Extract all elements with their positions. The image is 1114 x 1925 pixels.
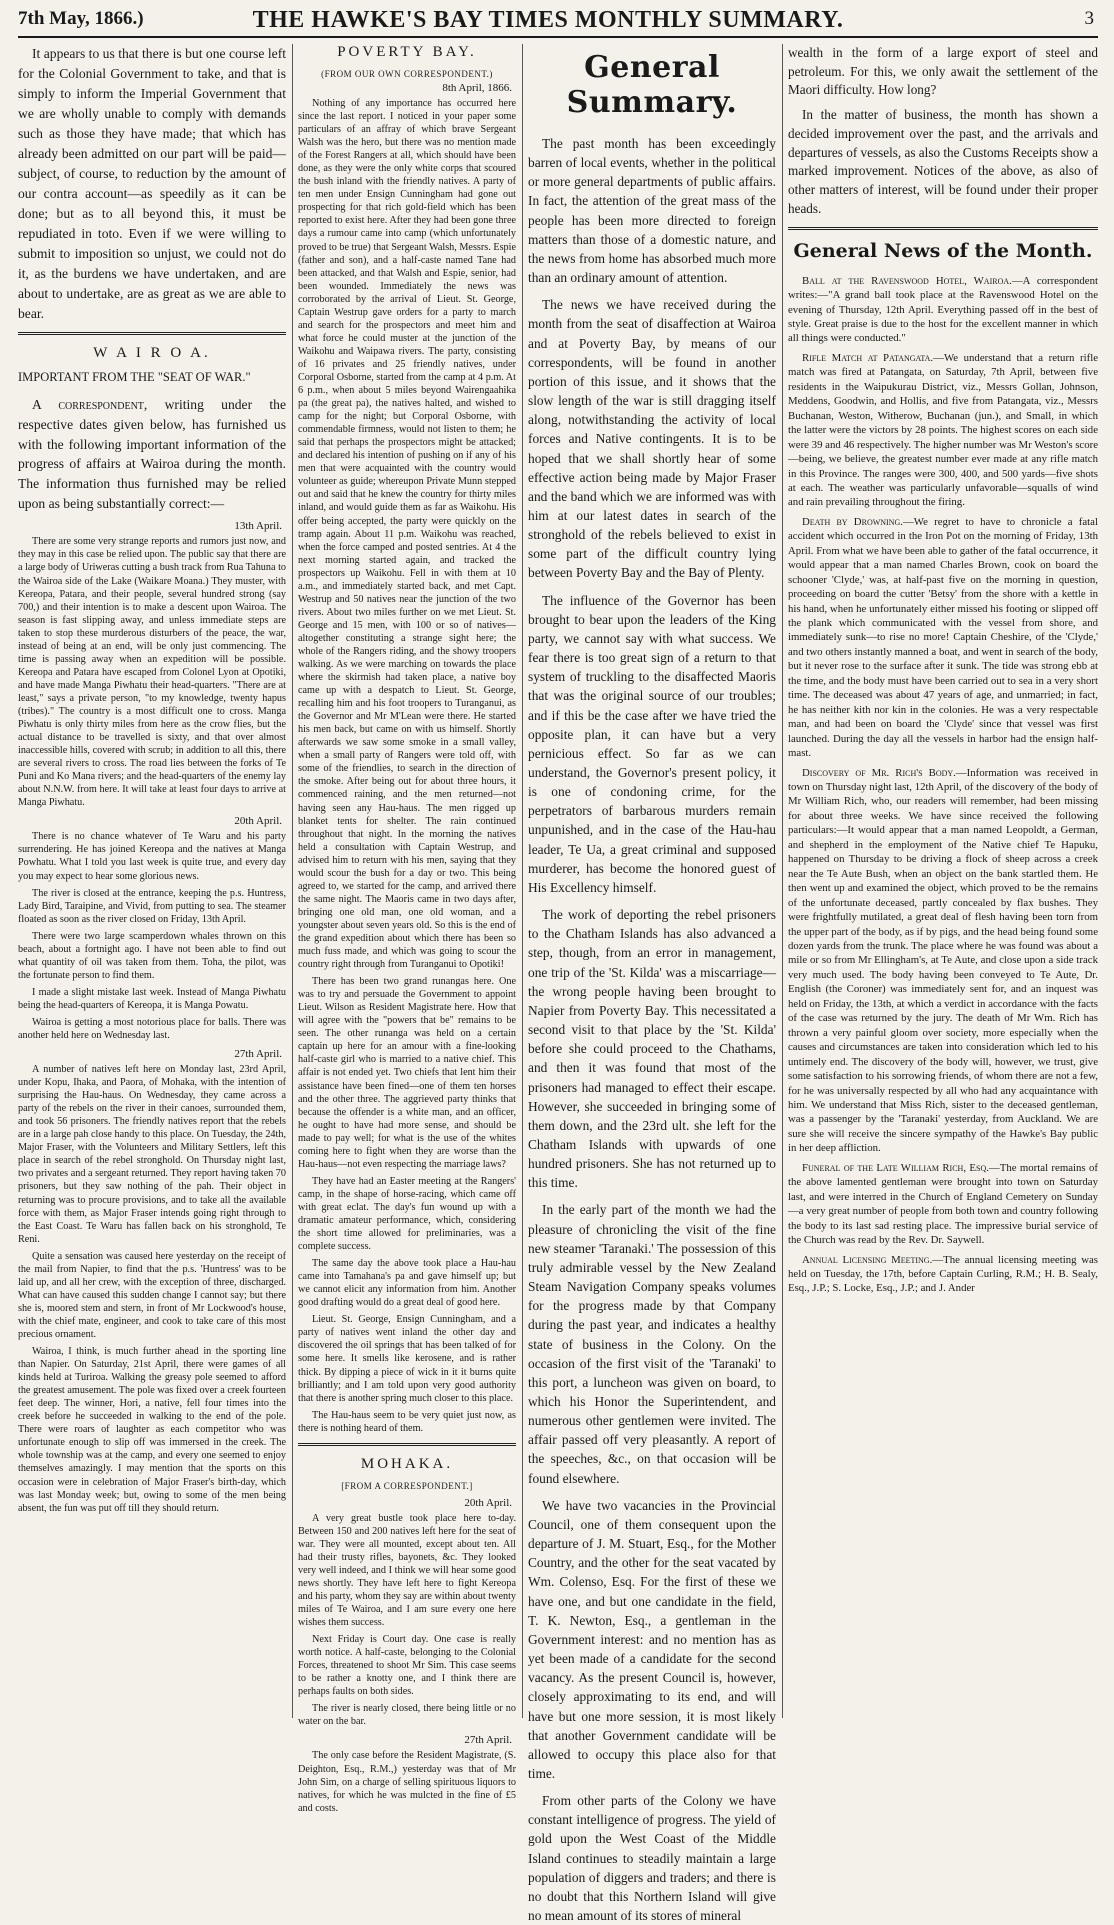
summary-paragraph: From other parts of the Colony we have constant intelligence of progress. The yield of gold upon the West Coast of the Middle Island continues to steadily maintain a large population of diggers and traders; and there is no doubt that this Northern Island will give no mean amount of its stores of mineral <box>528 1793 776 1924</box>
report-paragraph: There are some very strange reports and rumors just now, and they may in this case be relied upon. The public say that there are a large body of Uriweras cutting a bush track from Rua Tahuna to the Wairoa side of the Lake (Waikare Moana.) They muster, with Kereopa, Patara, and their people, several hundred strong (say 700,) and their intention is to make a descent upon Wairoa. The season is fast slipping away, and unless immediate steps are taken to stop these murderous disturbers of the peace, the war, instead of being at an end, will be only just commencing. The time is passing away when an expedition will be possible. Kereopa and Patara have escaped from Colonel Lyon at Opotiki, and have made Manga Piwhatu their head-quarters. "There are at least," says a private person, "to my knowledge, twenty hapus (tribes)." The country is a most difficult one to cross. Manga Piwhatu is only thirty miles from here as the crow flies, but the actual distance to be travelled is sixty, and that over almost inaccessible hills, covered with scrub; in addition to all this, there are several rivers to cross. The road lies between the forks of Te Puni and Ko Mana rivers; and the head-quarters of the enemy lay about N.N.W. from here. It will take at least four days to arrive at Manga Piwhatu. <box>18 536 286 809</box>
paper-title: THE HAWKE'S BAY TIMES MONTHLY SUMMARY. <box>252 7 844 33</box>
news-item-text: —A correspondent writes:—"A grand ball took place at the Ravenswood Hotel on the evening of Thursday, 12th April. Everything passed off in the best of style. Great praise is due to the host for the excellent manner in which all things were conducted." <box>788 274 1098 345</box>
report-paragraph: The only case before the Resident Magistrate, (S. Deighton, Esq., R.M.,) yesterday was that of Mr John Sim, on a charge of selling spirituous liquors to natives, for which he was mulcted in the fine of £5 and costs. <box>298 1750 516 1814</box>
correspondent-line: (FROM OUR OWN CORRESPONDENT.) <box>321 69 493 79</box>
news-item <box>788 515 1098 761</box>
issue-date: 7th May, 1866.) <box>18 8 144 29</box>
column-2 <box>298 44 516 1814</box>
section-title-poverty-bay: POVERTY BAY. <box>337 44 477 60</box>
column-rule <box>522 44 523 1718</box>
news-item-head: Death by Drowning. <box>802 515 903 528</box>
report-paragraph: The same day the above took place a Hau-hau came into Tamahana's pa and gave himself up; but we cannot elicit any information from him. Another good drafting would do a great deal of good here. <box>298 1258 516 1309</box>
correspondent-line: [FROM A CORRESPONDENT.] <box>341 1480 473 1491</box>
report-paragraph: There were two large scamperdown whales thrown on this beach, about a fortnight ago. I have not been able to find out what quantity of oil was taken from them. Toha, the pilot, was the fortunate person to find them. <box>18 930 286 981</box>
dateline: 20th April. <box>464 1496 512 1509</box>
editorial-paragraph: It appears to us that there is but one course left for the Colonial Government to take, and that is simply to inform the Imperial Government that we are wholly unable to comply with demands such as those they have made; that which has already been admitted on our part will be paid—subject, of course, to reduction by the amount of our contra account—as speedily as it can be done; but as to all beyond this, it must be repudiated in toto. Even if we were willing to submit to imposition so unjust, we could not do it, as the burdens we have undertaken, and are about to undertake, are as great as we are able to bear. <box>18 46 286 321</box>
news-item-head: Discovery of Mr. Rich's Body. <box>802 766 956 779</box>
news-item-head: Rifle Match at Patangata. <box>802 351 934 364</box>
intro-smallcaps: A correspondent, <box>32 396 148 412</box>
news-item <box>788 274 1098 346</box>
news-item-text: —We regret to have to chronicle a fatal accident which occurred in the Iron Pot on the morning of Friday, 13th April. From what we have been able to gather of the fatal occurrence, it would appear that a man named Charles Brown, cook on board the schooner 'Clyde,' was, at half-past five on the morning in question, proceeding on board the cutter 'Betsy' from the shore with a kettle in his hand, when he unfortunately either missed his footing or slipped off the plank which communicated with the vessel from shore, and immediately sunk—to rise no more! Captain Cheshire, of the 'Clyde,' and two others instantly manned a boat, and went in search of the body, but it never rose to the surface after it sunk. The tide was strong ebb at the time, and the body must have been carried out to sea in a very short time. The deceased was about 47 years of age, and unmarried; in fact, he has neither kith nor kin in the colonies. He was a very respectable man, and had been on board the 'Clyde' since that vessel was first launched. During the day all the vessels in harbor had the ensign half-mast. <box>788 515 1098 760</box>
column-3 <box>528 44 776 1924</box>
summary-paragraph: The work of deporting the rebel prisoners to the Chatham Islands has also advanced a step, though, from an error in management, one trip of the 'St. Kilda' was a miscarriage—the wrong people having been brought to Napier from Poverty Bay. This necessitated a second visit to that place by the 'St. Kilda' before she could proceed to the Chathams, and then it was found that most of the prisoners had managed to effect their escape. However, she succeeded in bringing some of them down, and the 23rd ult. she left for the Chatham Islands with upwards of one hundred prisoners. She has not returned up to this time. <box>528 907 776 1191</box>
column-1 <box>18 44 286 1718</box>
dateline: 27th April. <box>464 1734 512 1747</box>
report-paragraph: A very great bustle took place here to-day. Between 150 and 200 natives left here for the seat of war. They were all mounted, except about ten. All had their trusty rifles, bayonets, &c. They looked very well indeed, and I think we will hear some good news shortly. They have left here to fight Kereopa and his party, whom they say are within about twenty miles of Te Wairoa, and I am sure every one here wishes them success. <box>298 1512 516 1629</box>
summary-paragraph: We have two vacancies in the Provincial Council, one of them consequent upon the departure of J. M. Stuart, Esq., for the Mother Country, and the other for the seat vacated by Wm. Colenso, Esq. For the first of these we have one, and but one candidate in the field, T. K. Newton, Esq., a gentleman in the Government interest: and no mention has as yet been made of a candidate for the second vacancy. As the present Council is, however, closely approximating to its end, and will have but one more session, it is most likely that another Government candidate will be allowed to occupy this place also for that time. <box>528 1497 776 1781</box>
news-item <box>788 1161 1098 1248</box>
report-paragraph: Wairoa is getting a most notorious place for balls. There was another held here on Wednesday last. <box>18 1016 286 1042</box>
summary-paragraph: The past month has been exceedingly barren of local events, whether in the political or more general departments of public affairs. In fact, the attention of the great mass of the people has been more directed to foreign matters than those of a domestic nature, and the news from home has absorbed much more than an ordinary amount of attention. <box>528 136 776 286</box>
general-summary-heading: General Summary. <box>566 50 738 120</box>
report-paragraph: Wairoa, I think, is much further ahead in the sporting line than Napier. On Saturday, 21st April, there were games of all kinds held at Turiroa. Walking the greasy pole seemed to afford the greatest amusement. The pole was fixed over a creek fourteen feet deep. The winner, Hori, a native, fell four times into the creek before he succeeded in walking to the end of the pole. There were roars of laughter as each competitor who was unfortunate enough to slip off was immersed in the creek. The whole township was at the camp, and every one seemed to enjoy themselves amazingly. I may mention that the sports on this occasion were in celebration of Major Fraser's birth-day, which was last Monday week; but, owing to some of the men being absent, the fun was put off till they should return. <box>18 1346 286 1514</box>
news-item-text: —The annual licensing meeting was held on Tuesday, the 17th, before Captain Curling, R.M.; H. B. Sealy, Esq., J.P.; S. Locke, Esq., J.P.; and J. Ander <box>788 1253 1098 1295</box>
column-rule <box>292 44 293 1718</box>
section-subtitle: IMPORTANT FROM THE "SEAT OF WAR." <box>18 369 251 384</box>
news-item-text: —Information was received in town on Thursday night last, 12th April, of the discovery of the body of Mr William Rich, who, our readers will remember, had been missing for about three weeks. We have since received the following particulars:—It would appear that a man named Leopoldt, a German, and shepherd in the employment of the Native chief Te Hapuku, happened on Thursday to be driving a flock of sheep across a creek near the Te Aute Bush, when an object on the bank startled them. He then went up and examined the object, which proved to be the remains of the unfortunate deceased, partly concealed by flax bushes. They were frightfully mutilated, a great deal of flesh having been torn from the upper part of the body, as if by pigs, and the head being found some dozen yards from the trunk. The place where he was found was about a mile or so from Mr Ellingham's, at Te Aute, and close upon a side track very much used. The body having been conveyed to Te Aute, Dr. English (the Coroner) was immediately sent for, and an inquest was held on Friday, the 13th, at which a verdict in accordance with the facts of the case was returned by the jury. The death of Mr Wm. Rich has thrown a very painful gloom over society, more especially when the causes and circumstances are taken into consideration which led to his untimely end. The discovery of the body will, however, we trust, give some satisfaction to his sorrowing friends, of whom there are not a few, for he was universally respected by all who had any acquaintance with him. We understand that Miss Rich, sister to the deceased gentleman, was a passenger by the 'Taranaki' yesterday, from Auckland. We are sure she will receive the sincere sympathy of the Hawke's Bay public in her deep affliction. <box>788 766 1098 1155</box>
news-item-text: —The mortal remains of the above lamented gentleman were brought into town on Saturday last, and were interred in the Church of England Cemetery on Sunday—a very great number of people from both town and country following the body to its last sad resting place. The impressive burial service of the Church was read by the Rev. Dr. Saywell. <box>788 1161 1098 1247</box>
page-number: 3 <box>1084 8 1094 29</box>
report-paragraph: The Hau-haus seem to be very quiet just now, as there is nothing heard of them. <box>298 1409 516 1434</box>
column-4 <box>788 44 1098 1718</box>
news-item-head: Funeral of the Late William Rich, Esq. <box>802 1161 989 1174</box>
masthead <box>18 6 1098 38</box>
report-paragraph: I made a slight mistake last week. Instead of Manga Piwhatu being the head-quarters of Kereopa, it is Manga Powatu. <box>18 986 286 1011</box>
section-divider <box>18 332 286 335</box>
report-paragraph: Nothing of any importance has occurred here since the last report. I noticed in your paper some particulars of an affray of which brave Sergeant Walsh was the hero, but there was no mention made of the Forest Rangers at all, which should have been done, as they were the only white corps that scoured the bush inland with the friendly natives. A party of ten men under Ensign Cunningham had gone out prospecting for that rich gold-field which has been reported to exist here. After they had been gone three days a rumour came into camp (which unfortunately proved to be true) that Sergeant Walsh, Messrs. Espie (father and son), and a half-caste named Tane had been attacked, and that Walsh and Espie, senior, had been wounded. Immediately the news was corroborated by the arrival of Lieut. St. George, Captain Westrup gave orders for a party to march and search for the prospectors and meet him and what force he could muster at the junction of the Waikohu and Waipawa rivers. The party, consisting of 16 privates and 25 friendly natives, under Corporal Osborne, started from the camp at 4 p.m. At 6 p.m., when about 5 miles beyond Wairengaahika pa (the great pa), the natives halted, and wished to camp for the night; but Corporal Osborne, with commendable firmness, would not listen to them; he said that perhaps the prospectors might be attacked; and declared his intention of pushing on if any of his men that were acquainted with the country would volunteer as guide; whereupon Private Munn stepped out and said that he knew the country for thirty miles inland, and would guide them as far as Waikohu. His offer being accepted, the party were quickly on the tramp again. About 11 p.m. Waikohu was reached, when the force camped and posted sentries. At 4 the next morning started again, and tracked the prospectors up Waikohu. Fell in with them at 10 a.m., and immediately started back, and met Capt. Westrup and 50 natives near the junction of the two rivers. About two miles further on we met Lieut. St. George and 15 men, with 100 or so of natives—altogether constituting a strange sight here; the whole of the Rangers riding, and the showy troopers walking. As we were marching on towards the place where the skirmish had taken place, a native boy came up with a despatch to Lieut. St. George, recalling him and his foot troopers to Turanganui, as the Governor and Mr M'Lean were there. He started his men back, but came on with us himself. Shortly afterwards we saw some smoke in a small valley, when a small party of Rangers were told off, with some of the friendlies, to search in the direction of the smoke. After being out for about three hours, it commenced raining, and the men returned—not having seen any Hau-haus. The men rigged up blanket tents for shelter. The rain continued throughout that night. In the morning the natives held a consultation with Captain Westrup, and advised him to return with his men, saying that they would scour the bush for a day or two. This being agreed to, we started for the camp, and arrived there the same night. The Maoris came in two days after, bringing one old man, one old woman, and a youngster about seven years old. So this is the end of the grand expedition about which there has been so much fuss made, and which was going to scour the country right through from Turanganui to Opotiki! <box>298 98 516 971</box>
report-paragraph: A number of natives left here on Monday last, 23rd April, under Kopu, Ihaka, and Paora, of Mohaka, with the intention of surprising the Hau-haus. On Wednesday, they came across a party of the rebels on the river in their canoes, surrounded them, and took 56 prisoners. The friendly natives report that the rebels are in a large pah close handy to this place. On Tuesday, the 24th, Major Fraser, with the Volunteers and Military Settlers, left this place in search of the rebel stronghold. On Thursday night last, two privates and a sergeant returned. They report having taken 70 prisoners, but they saw nothing of the pah. Their object in returning was to procure provisions, and to take all the available force with them, as Major Fraser intends going right through to the East Coast. Te Waru has fallen back on his stronghold, Te Reni. <box>18 1064 286 1245</box>
report-paragraph: There has been two grand runangas here. One was to try and persuade the Government to appoint Lieut. Wilson as Resident Magistrate here. How that will agree with the "powers that be" remains to be seen. The other runanga was held on a certain captain up here for an amour with a fine-looking half-caste girl who is married to a native chief. This affair is not ended yet. Two chiefs that lent him their assistance have been fined—one of them ten horses and the other three. The aggrieved party thinks that because the offender is a white man, and an officer, he ought to have had more sense, and should be made to pay well; for what is the use of the whites coming here to fight when they are worse than the Hau-haus—not even respecting the marriage laws? <box>298 976 516 1170</box>
newspaper-page <box>18 6 1098 1924</box>
news-item <box>788 1253 1098 1296</box>
report-paragraph: The river is closed at the entrance, keeping the p.s. Huntress, Lady Bird, Taraipine, and Vivid, from putting to sea. The steamer floated as soon as the river closed on Friday, 13th April. <box>18 887 286 925</box>
news-item <box>788 351 1098 510</box>
dateline: 8th April, 1866. <box>442 82 512 94</box>
intro-text: writing under the respective dates given below, has furnished us with the following important information of the progress of affairs at Wairoa during the month. The information thus furnished may be relied upon as being substantially correct:— <box>18 396 286 512</box>
dateline: 13th April. <box>234 520 282 533</box>
report-paragraph: Quite a sensation was caused here yesterday on the receipt of the mail from Napier, to find that the p.s. 'Huntress' was to be laid up, and all her crew, with the exception of three, discharged. What can have caused this sudden change I cannot say; but there she is, moored stem and stern, in front of Mr Lockwood's house, with the chief mate, engineer, and cook to take care of this most precious ornament. <box>18 1250 286 1340</box>
dateline: 20th April. <box>234 815 282 828</box>
report-paragraph: Lieut. St. George, Ensign Cunningham, and a party of natives went inland the other day and discovered the oil springs that has been talked of for some here. It smells like kerosene, and is rather thick. By dipping a piece of wick in it it burns quite brilliantly; and I am told upon very good authority that there is another spring much closer to this place. <box>298 1314 516 1404</box>
section-divider <box>788 227 1098 230</box>
report-paragraph: They have had an Easter meeting at the Rangers' camp, in the shape of horse-racing, which came off with great eclat. The day's fun wound up with a dramatic amateur performance, which, considering the short time allowed for preliminaries, was a complete success. <box>298 1175 516 1253</box>
summary-paragraph: The news we have received during the month from the seat of disaffection at Wairoa and at Poverty Bay, by means of our correspondents, will be found in another portion of this issue, and it shows that the slow length of the war is still dragging itself along, notwithstanding the activity of local forces and Native contingents. It is to be hoped that we shall shortly hear of some effective action being made by Major Fraser and the band which we are informed was with him at our latest dates in search of the stronghold of the rebels believed to exist in some part of the difficult country lying between Poverty Bay and the Bay of Plenty. <box>528 297 776 581</box>
column-rule <box>782 44 783 1718</box>
summary-paragraph: The influence of the Governor has been brought to bear upon the leaders of the King party, we cannot say with what success. We fear there is too great sign of a return to that system of truckling to the disaffected Maoris that was the original source of our troubles; and if this be the case after we have tried the opposite plan, it can have but a very pernicious effect. So far as we can understand, the Governor's present policy, it is one of condoning crime, for the perpetrators of barbarous murders remain unpunished, and in the case of the Hau-hau leader, Te Ua, a great criminal and supposed murderer, has become the honored guest of His Excellency himself. <box>528 592 776 895</box>
report-paragraph: Next Friday is Court day. One case is really worth notice. A half-caste, belonging to the Colonial Forces, threatened to shoot Mr Sim. This case seems to be rather a knotty one, and I think there are perhaps faults on both sides. <box>298 1634 516 1698</box>
report-paragraph: The river is nearly closed, there being little or no water on the bar. <box>298 1703 516 1728</box>
news-item-head: Ball at the Ravenswood Hotel, Wairoa. <box>802 274 1012 287</box>
news-item <box>788 766 1098 1156</box>
news-item-text: —We understand that a return rifle match was fired at Patangata, on Saturday, 7th April, between five residents in the Waipukurau District, viz., Messrs Gollan, Johnson, Meddens, Goodwin, and Hollis, and five from Patangata, viz., Messrs Buchanan, Weston, Witherow, Buchanan (jun.), and Small, in which the latter were the victors by 28 points. The highest scores on each side were 39 and 46 respectively. The higher number was Mr Weston's score—being, we believe, the greatest number ever made at any rifle match in this Province. The ranges were 300, 400, and 500 yards—five shots at each. The weather was particularly unfavorable—squalls of wind and rain prevailing throughout the firing. <box>788 351 1098 509</box>
wairoa-intro <box>18 395 286 515</box>
section-title-mohaka: MOHAKA. <box>360 1455 454 1472</box>
report-paragraph: There is no chance whatever of Te Waru and his party surrendering. He has joined Kereopa and the natives at Manga Powhatu. What I told you last week is quite true, and every day you may expect to hear some glorious news. <box>18 831 286 882</box>
section-title-wairoa: W A I R O A. <box>93 344 211 361</box>
general-news-heading: General News of the Month. <box>793 239 1093 262</box>
summary-paragraph: In the matter of business, the month has shown a decided improvement over the past, and the arrivals and departures of vessels, as also the Customs Receipts show a marked improvement. Notices of the above, as also of other matters of interest, will be found under their proper heads. <box>788 107 1098 216</box>
section-divider <box>298 1443 516 1446</box>
summary-paragraph: In the early part of the month we had the pleasure of chronicling the visit of the fine new steamer 'Taranaki.' The possession of this truly admirable vessel by the New Zealand Steam Navigation Company speaks volumes for the progress made by that Company during the past year, and indicates a healthy state of business in the Colony. On the occasion of the first visit of the 'Taranaki' to this port, a luncheon was given on board, to which his Honor the Superintendent, and numerous other gentlemen were invited. The affair passed off very pleasantly. A report of the speeches, &c., on that occasion will be found elsewhere. <box>528 1202 776 1486</box>
summary-paragraph: wealth in the form of a large export of steel and petroleum. For this, we only await the settlement of the Maori difficulty. How long? <box>788 45 1098 98</box>
news-item-head: Annual Licensing Meeting. <box>802 1253 933 1266</box>
dateline: 27th April. <box>234 1048 282 1061</box>
